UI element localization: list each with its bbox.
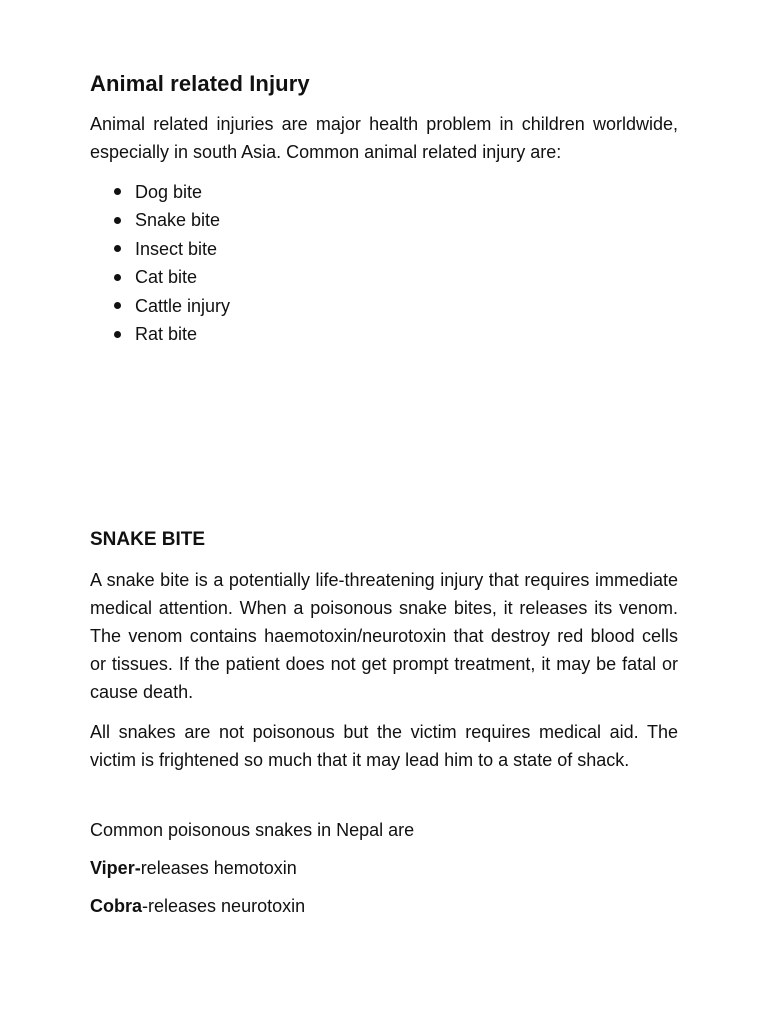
list-item xyxy=(90,178,678,207)
list-item xyxy=(90,235,678,264)
section-animal-injury xyxy=(90,70,678,349)
cobra-label: Cobra xyxy=(90,896,143,916)
bullet-icon xyxy=(114,302,121,309)
viper-line xyxy=(90,854,678,882)
list-item-text: Dog bite xyxy=(135,181,203,202)
viper-label: Viper- xyxy=(90,858,141,878)
list-item-text: Insect bite xyxy=(135,238,218,259)
list-item xyxy=(90,320,678,349)
list-item-text: Rat bite xyxy=(135,324,198,344)
poisonous-snakes-intro: Common poisonous snakes in Nepal are xyxy=(90,820,415,840)
list-item-text: Snake bite xyxy=(135,210,221,230)
snake-bite-paragraph-1: A snake bite is a potentially life-threatening injury that requires immediate medical attention. When a poisonous snake bites, it releases its venom. The venom contains haemotoxin/neurotoxin that destroy red blood cells or tissues. If the patient does not get prompt treatment, it may be fatal or cause death. xyxy=(90,570,678,702)
section-poisonous-snakes xyxy=(90,816,678,930)
list-item-text: Cattle injury xyxy=(135,295,231,316)
cobra-text: -releases neurotoxin xyxy=(142,896,306,916)
snake-bite-heading: SNAKE BITE xyxy=(90,529,206,550)
snake-bite-paragraph-2: All snakes are not poisonous but the victim requires medical aid. The victim is frightened so much that it may lead him to a state of shack. xyxy=(90,722,678,770)
list-item-text: Cat bite xyxy=(135,267,198,287)
page-title: Animal related Injury xyxy=(90,71,310,96)
cobra-line xyxy=(90,892,678,920)
bullet-icon xyxy=(114,217,121,224)
bullet-icon xyxy=(114,331,121,338)
section-snake-bite xyxy=(90,566,678,786)
viper-text: releases hemotoxin xyxy=(140,858,297,878)
bullet-icon xyxy=(114,188,121,195)
list-item xyxy=(90,206,678,235)
intro-paragraph: Animal related injuries are major health problem in children worldwide, especially in south Asia. Common animal related injury are: xyxy=(90,113,678,162)
list-item xyxy=(90,263,678,292)
injury-list xyxy=(90,178,678,349)
bullet-icon xyxy=(114,245,121,252)
list-item xyxy=(90,292,678,321)
bullet-icon xyxy=(114,274,121,281)
